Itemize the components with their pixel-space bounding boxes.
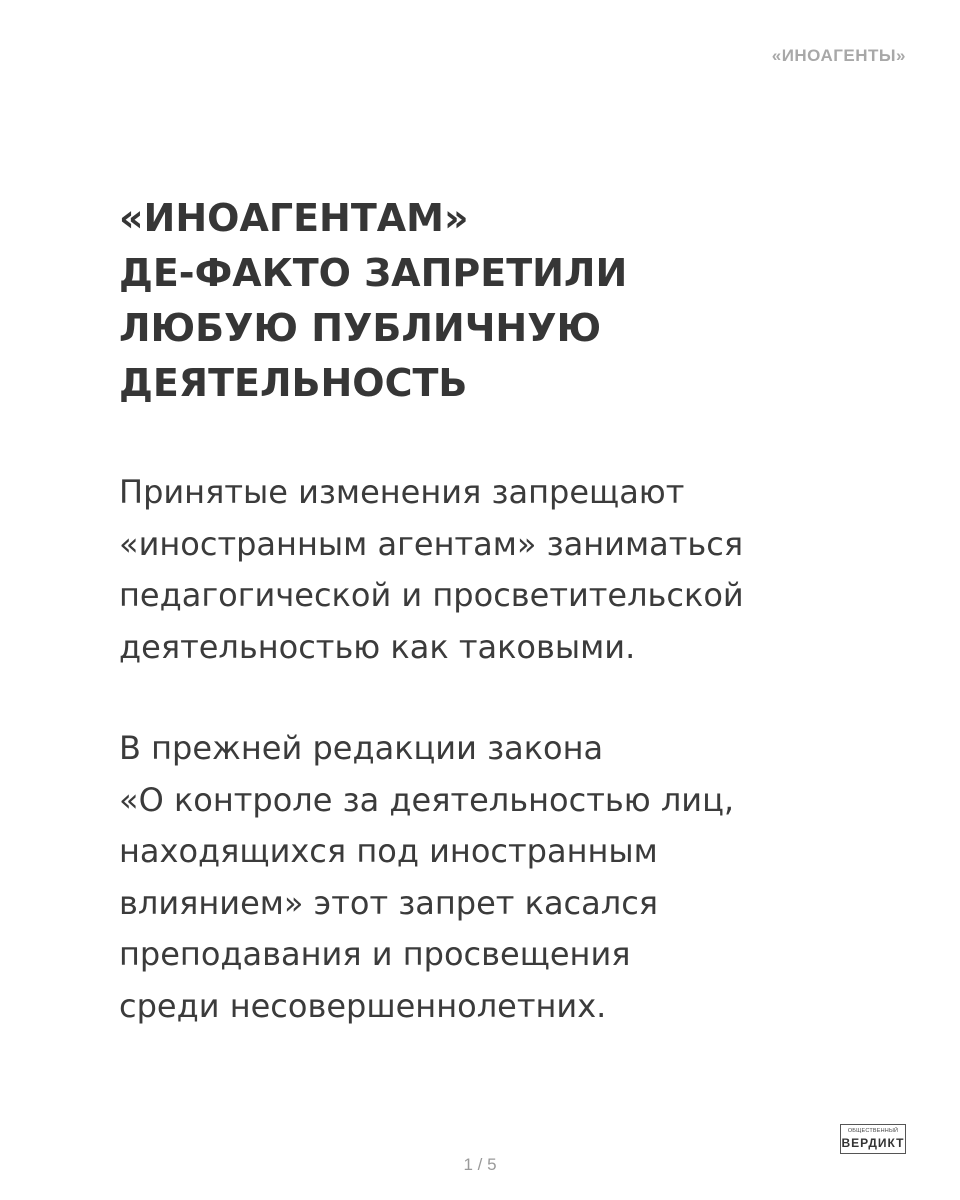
headline-line: «ИНОАГЕНТАМ» (119, 196, 469, 240)
paragraph-line: педагогической и просветительской (119, 576, 744, 614)
headline-line: ДЕЯТЕЛЬНОСТЬ (119, 361, 468, 405)
paragraph-line: деятельностью как таковыми. (119, 627, 636, 666)
paragraph-line: преподавания и просвещения (119, 935, 631, 973)
paragraph-line: находящихся под иностранным (119, 832, 658, 870)
category-tag: «ИНОАГЕНТЫ» (771, 46, 906, 65)
brand-logo (840, 1124, 906, 1154)
logo-top-text: ОБЩЕСТВЕННЫЙ (847, 1128, 899, 1135)
paragraph-line: «иностранным агентам» заниматься (119, 524, 744, 563)
paragraph-line: влиянием» этот запрет касался (119, 883, 659, 922)
headline (119, 191, 879, 411)
paragraph-line: В прежней редакции закона (119, 729, 604, 767)
logo-main-text: ВЕРДИКТ (841, 1135, 905, 1150)
paragraph-line: среди несовершеннолетних. (119, 986, 607, 1025)
page-counter: 1 / 5 (463, 1155, 497, 1174)
body-paragraph-1 (119, 467, 899, 673)
headline-line: ДЕ-ФАКТО ЗАПРЕТИЛИ (119, 251, 628, 295)
paragraph-line: Принятые изменения запрещают (119, 473, 685, 511)
headline-line: ЛЮБУЮ ПУБЛИЧНУЮ (119, 306, 602, 350)
paragraph-line: «О контроле за деятельностью лиц, (119, 780, 735, 819)
body-paragraph-2 (119, 723, 899, 1032)
